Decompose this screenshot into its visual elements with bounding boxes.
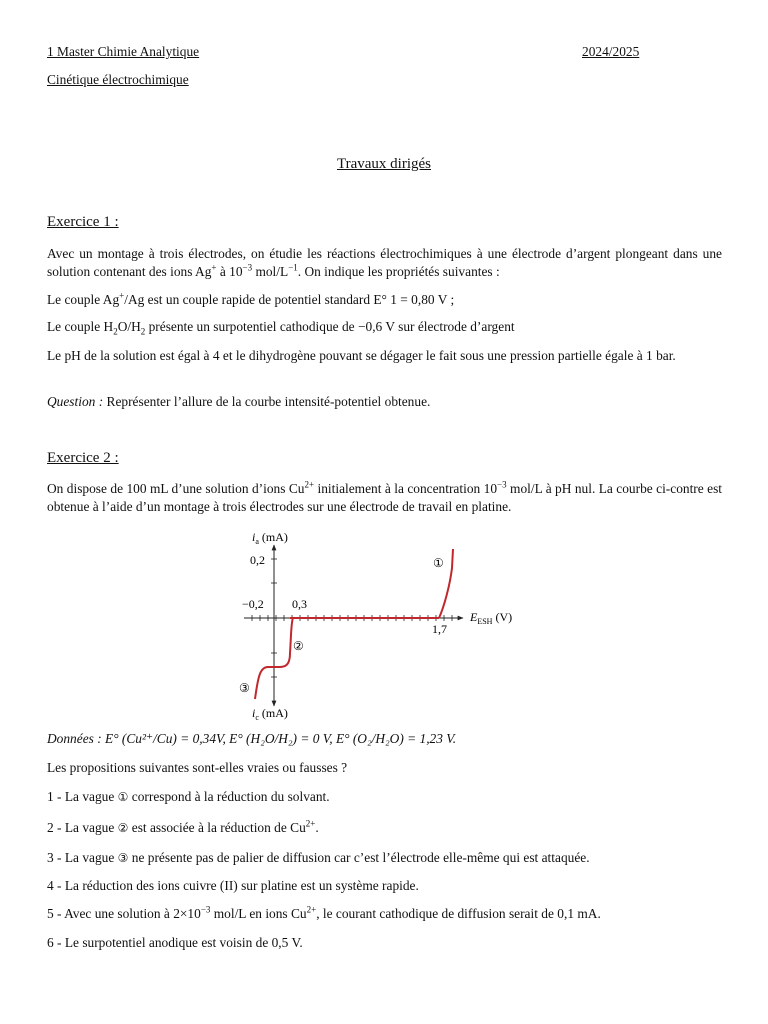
course-header: 1 Master Chimie Analytique — [47, 44, 200, 59]
subject-header: Cinétique électrochimique — [47, 72, 189, 87]
exercise1-heading: Exercice 1 : — [47, 214, 119, 230]
tick-label-0-2: 0,2 — [250, 553, 265, 567]
exercise1-property-2: Le couple $H_2O/H_2$ présente un surpotentiel cathodique de −0,6 V sur électrode d’argent — [47, 319, 515, 337]
year-header: 2024/2025 — [582, 44, 640, 59]
exercise1-property-1: Le couple Ag+/Ag est un couple rapide de potentiel standard E° 1 = 0,80 V ; — [47, 290, 455, 307]
cathodic-axis-label: $i_c$ (mA) — [252, 706, 288, 722]
proposition-5: 5 - Avec une solution à $2\times 10^{-3}$ mol/L en ions $Cu^{2+}$, le courant cathodique de diffusion serait de 0,1 mA. — [47, 904, 601, 921]
exercise2-prompt: Les propositions suivantes sont-elles vraies ou fausses ? — [47, 760, 348, 775]
wave-2-label: ② — [293, 639, 304, 653]
anodic-axis-label: $i_a$ (mA) — [252, 530, 288, 546]
proposition-6: 6 - Le surpotentiel anodique est voisin de 0,5 V. — [47, 935, 303, 950]
exercise2-data: Données : E° (Cu²⁺/Cu) = 0,34V, E° (H₂O/H₂) = 0 V, E° (O₂/H₂O) = 1,23 V. — [47, 731, 457, 746]
tick-label-0-3: 0,3 — [292, 597, 307, 611]
wave-3-label: ③ — [239, 681, 250, 695]
tick-label-1-7: 1,7 — [432, 622, 447, 636]
intensity-potential-figure — [230, 525, 540, 725]
exercise2-intro: On dispose de 100 mL d’une solution d’ions $Cu^{2+}$ initialement à la concentration $10^{-3}$ mol/L à pH nul. La courbe ci-contre est obtenue à l’aide d’un montage à trois électrodes sur une électrode de travail en platine. — [47, 479, 723, 514]
exercise1-intro: Avec un montage à trois électrodes, on étudie les réactions électrochimiques à une électrode d’argent plongeant dans une solution contenant des ions Ag+ à $10^{-3}$ mol/$L^{-1}$. On indique les propriétés suivantes : — [47, 246, 722, 279]
proposition-4: 4 - La réduction des ions cuivre (II) sur platine est un système rapide. — [47, 878, 419, 893]
proposition-1: 1 - La vague ① correspond à la réduction du solvant. — [47, 789, 330, 804]
proposition-3: 3 - La vague ③ ne présente pas de palier de diffusion car c’est l’électrode elle-même qui est attaquée. — [47, 850, 590, 865]
page-title: Travaux dirigés — [336, 156, 432, 172]
exercise2-heading: Exercice 2 : — [47, 450, 119, 466]
exercise1-question: Question : Représenter l’allure de la courbe intensité-potentiel obtenue. — [47, 394, 431, 409]
proposition-2: 2 - La vague ② est associée à la réduction de $Cu^{2+}$. — [47, 818, 319, 835]
tick-label-neg-0-2: −0,2 — [242, 597, 264, 611]
wave-1-label: ① — [433, 556, 444, 570]
exercise1-property-3: Le pH de la solution est égal à 4 et le dihydrogène pouvant se dégager le fait sous une pression partielle égale à 1 bar. — [47, 348, 676, 363]
potential-axis-label: $E_{ESH}$ (V) — [470, 610, 513, 626]
